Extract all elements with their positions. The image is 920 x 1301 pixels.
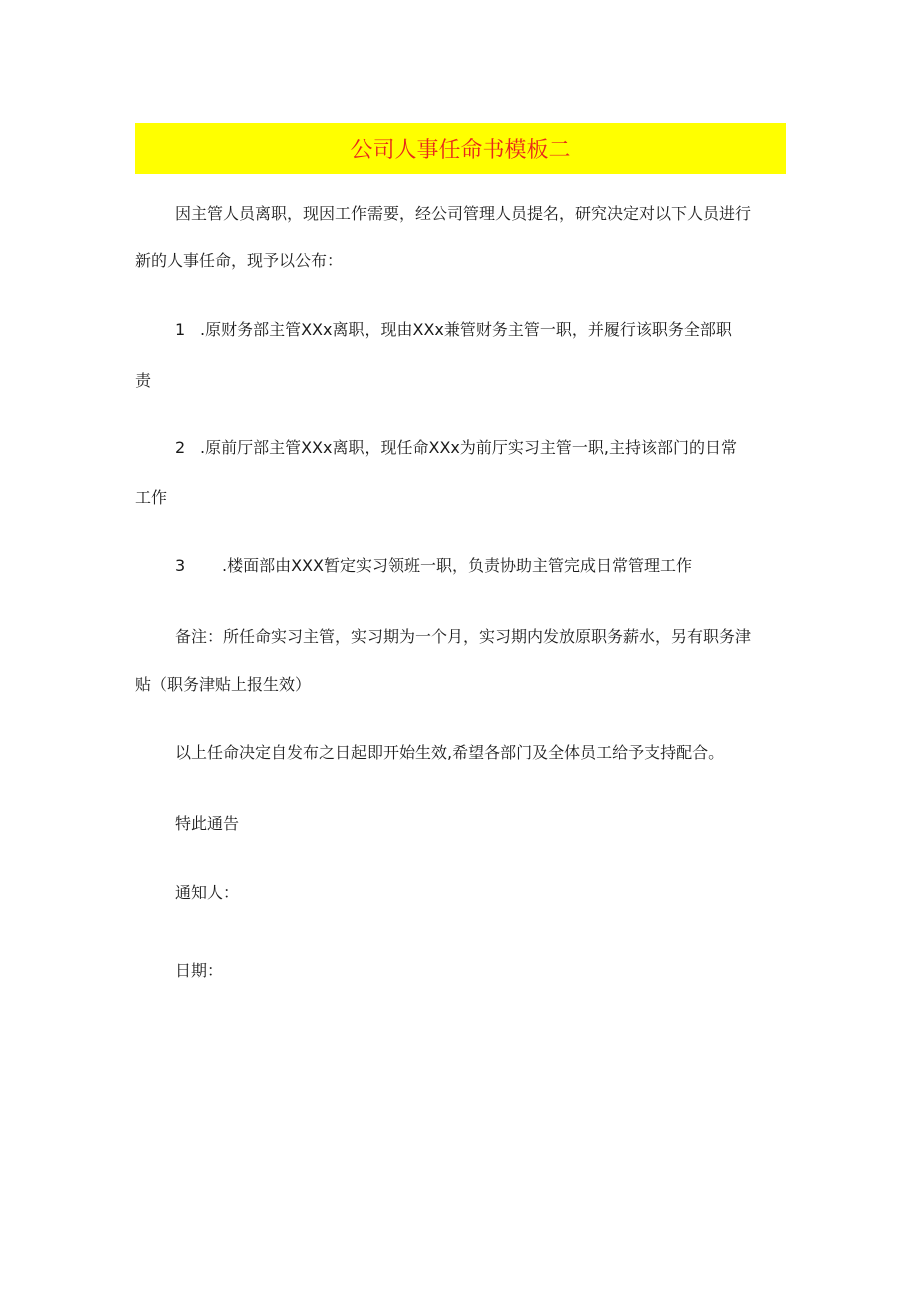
item-2-line-1: .原前厅部主管XXx离职，现任命XXx为前厅实习主管一职,主持该部门的日常	[200, 438, 737, 457]
item-1-line-1: .原财务部主管XXx离职，现由XXx兼管财务主管一职，并履行该职务全部职	[200, 320, 732, 339]
closing-statement: 以上任命决定自发布之日起即开始生效,希望各部门及全体员工给予支持配合。	[175, 743, 725, 762]
item-3-number: 3	[175, 556, 186, 575]
item-1-line-2: 责	[135, 371, 152, 390]
item-1-number: 1	[175, 320, 186, 339]
intro-line-1: 因主管人员离职，现因工作需要，经公司管理人员提名，研究决定对以下人员进行	[175, 204, 752, 223]
item-2-number: 2	[175, 438, 186, 457]
item-3-line-1: .楼面部由XXX暂定实习领班一职，负责协助主管完成日常管理工作	[222, 556, 692, 575]
title-banner	[135, 123, 786, 174]
intro-line-2: 新的人事任命，现予以公布：	[135, 251, 344, 270]
notice-text: 特此通告	[175, 814, 240, 833]
notifier-label: 通知人：	[175, 883, 240, 902]
note-line-2: 贴（职务津贴上报生效）	[135, 675, 312, 694]
note-line-1: 备注：所任命实习主管，实习期为一个月，实习期内发放原职务薪水，另有职务津	[175, 627, 752, 646]
date-label: 日期：	[175, 961, 224, 980]
document-title: 公司人事任命书模板二	[350, 138, 571, 163]
item-2-line-2: 工作	[135, 488, 168, 507]
